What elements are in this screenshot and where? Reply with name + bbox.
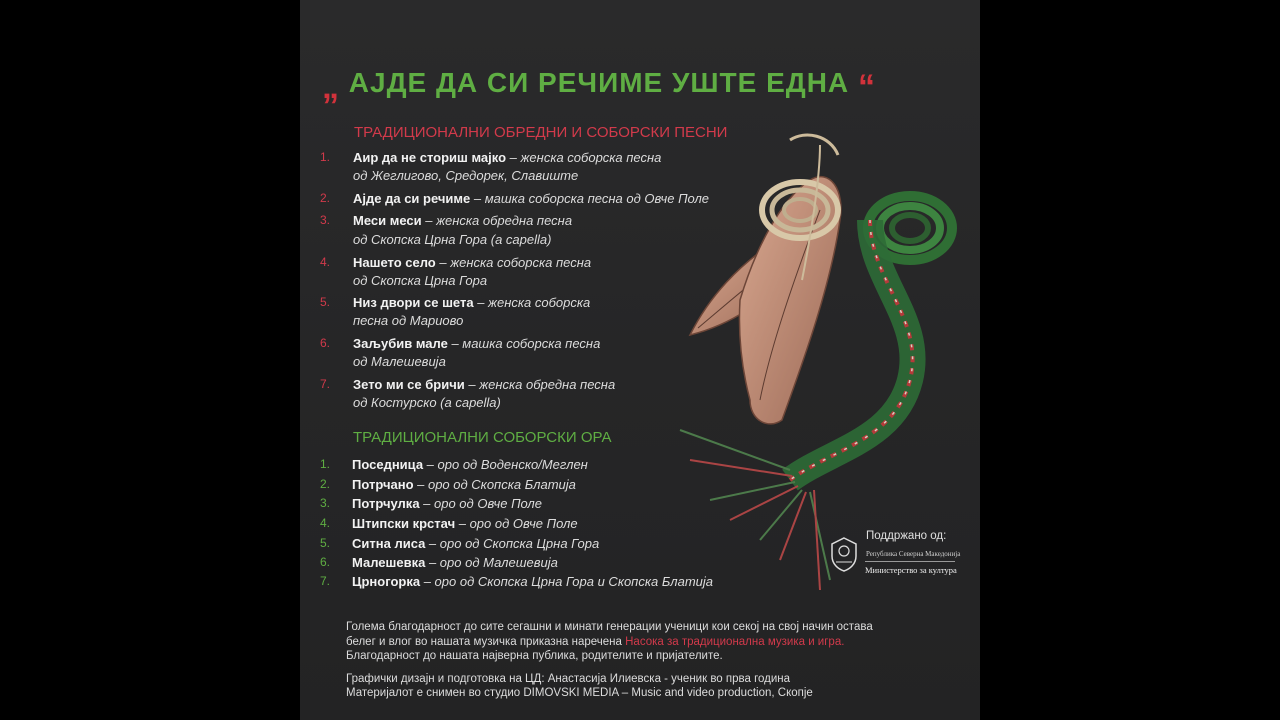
song-number: 7. (320, 377, 331, 391)
song-title: Зето ми се бричи (353, 377, 465, 392)
song-number: 5. (320, 295, 331, 309)
dance-number: 5. (320, 536, 331, 550)
song-item (353, 336, 600, 351)
dance-title: Штипски крстач (352, 516, 456, 531)
song-origin-text: песна од Мариово (353, 313, 464, 328)
dance-number: 1. (320, 457, 331, 471)
song-item (353, 295, 590, 310)
footer-highlight: Насока за традиционална музика и игра. (625, 636, 845, 648)
dance-description: – оро од Скопска Црна Гора (425, 536, 600, 551)
dance-number: 6. (320, 555, 331, 569)
songs-heading: ТРАДИЦИОНАЛНИ ОБРЕДНИ И СОБОРСКИ ПЕСНИ (354, 124, 728, 141)
song-origin-text: од Костурско (a capella) (353, 395, 501, 410)
song-origin-text: од Скопска Црна Гора (353, 273, 488, 288)
song-title: Ајде да си речиме (353, 191, 471, 206)
footer-thanks-line1: Голема благодарност до сите сегашни и минати генерации ученици кои секој на свој начин остава (346, 621, 873, 633)
title-close-quote: “ (857, 68, 876, 106)
supporter-divider (865, 561, 955, 562)
song-origin (353, 354, 446, 369)
song-description: – машка соборска песна од Овче Поле (470, 191, 710, 206)
song-title: Меси меси (353, 213, 422, 228)
dance-item (352, 516, 578, 531)
dance-description: – оро од Овче Поле (419, 496, 542, 511)
footer-thanks-line2 (346, 636, 844, 648)
republic-label: Република Северна Македонија (866, 550, 961, 558)
song-number: 3. (320, 213, 331, 227)
dance-description: – оро од Воденско/Меглен (423, 457, 588, 472)
song-number: 2. (320, 191, 331, 205)
song-number: 1. (320, 150, 331, 164)
dance-item (352, 574, 713, 589)
dance-number: 3. (320, 496, 331, 510)
album-title (322, 62, 876, 106)
album-back-cover (300, 0, 980, 720)
dance-title: Поседница (352, 457, 424, 472)
song-description: – женска соборска (473, 295, 591, 310)
song-origin (353, 395, 501, 410)
song-number: 6. (320, 336, 331, 350)
dance-title: Потрчулка (352, 496, 420, 511)
song-item (353, 191, 709, 206)
song-title: Низ двори се шета (353, 295, 474, 310)
dance-description: – оро од Скопска Црна Гора и Скопска Блатија (420, 574, 714, 589)
dance-number: 4. (320, 516, 331, 530)
song-item (353, 150, 661, 165)
footer-studio-credit: Материјалот е снимен во студио DIMOVSKI MEDIA – Music and video production, Скопје (346, 687, 813, 699)
song-title: Заљубив мале (353, 336, 448, 351)
song-description: – женска обредна песна (421, 213, 573, 228)
dance-description: – оро од Скопска Блатија (413, 477, 576, 492)
dance-description: – оро од Овче Поле (455, 516, 578, 531)
title-open-quote: „ (322, 68, 340, 106)
dances-heading: ТРАДИЦИОНАЛНИ СОБОРСКИ ОРА (353, 429, 612, 446)
dance-item (352, 555, 558, 570)
dance-title: Црногорка (352, 574, 421, 589)
song-origin-text: од Жеглигово, Средорек, Славиште (353, 168, 579, 183)
song-origin (353, 232, 551, 247)
dance-item (352, 477, 576, 492)
song-origin-text: од Скопска Црна Гора (a capella) (353, 232, 552, 247)
song-description: – женска обредна песна (464, 377, 616, 392)
dance-title: Малешевка (352, 555, 426, 570)
song-item (353, 377, 615, 392)
song-number: 4. (320, 255, 331, 269)
supported-by-label: Поддржано од: (866, 530, 947, 542)
song-origin-text: од Малешевија (353, 354, 446, 369)
dance-description: – оро од Малешевија (425, 555, 558, 570)
dance-number: 2. (320, 477, 331, 491)
ministry-label: Министерство за култура (865, 565, 957, 575)
song-origin (353, 273, 487, 288)
song-origin (353, 313, 463, 328)
dance-title: Ситна лиса (352, 536, 426, 551)
song-description: – машка соборска песна (447, 336, 601, 351)
song-item (353, 213, 572, 228)
macedonia-coat-of-arms-icon (828, 536, 860, 572)
footer-design-credit: Графички дизајн и подготовка на ЦД: Анастасија Илиевска - ученик во прва година (346, 673, 791, 685)
song-origin (353, 168, 578, 183)
song-description: – женска соборска песна (506, 150, 662, 165)
album-title-text: АЈДЕ ДА СИ РЕЧИМЕ УШТЕ ЕДНА (348, 67, 850, 98)
dance-number: 7. (320, 574, 331, 588)
dance-title: Потрчано (352, 477, 414, 492)
footer-thanks-line3: Благодарност до нашата најверна публика, родителите и пријателите. (346, 650, 723, 662)
dance-item (352, 457, 588, 472)
song-title: Аир да не сториш мајко (353, 150, 507, 165)
footer-thanks-line2-text: белег и влог во нашата музичка приказна наречена (346, 636, 626, 648)
dance-item (352, 536, 599, 551)
dance-item (352, 496, 542, 511)
song-title: Нашето село (353, 255, 436, 270)
song-description: – женска соборска песна (435, 255, 592, 270)
song-item (353, 255, 591, 270)
